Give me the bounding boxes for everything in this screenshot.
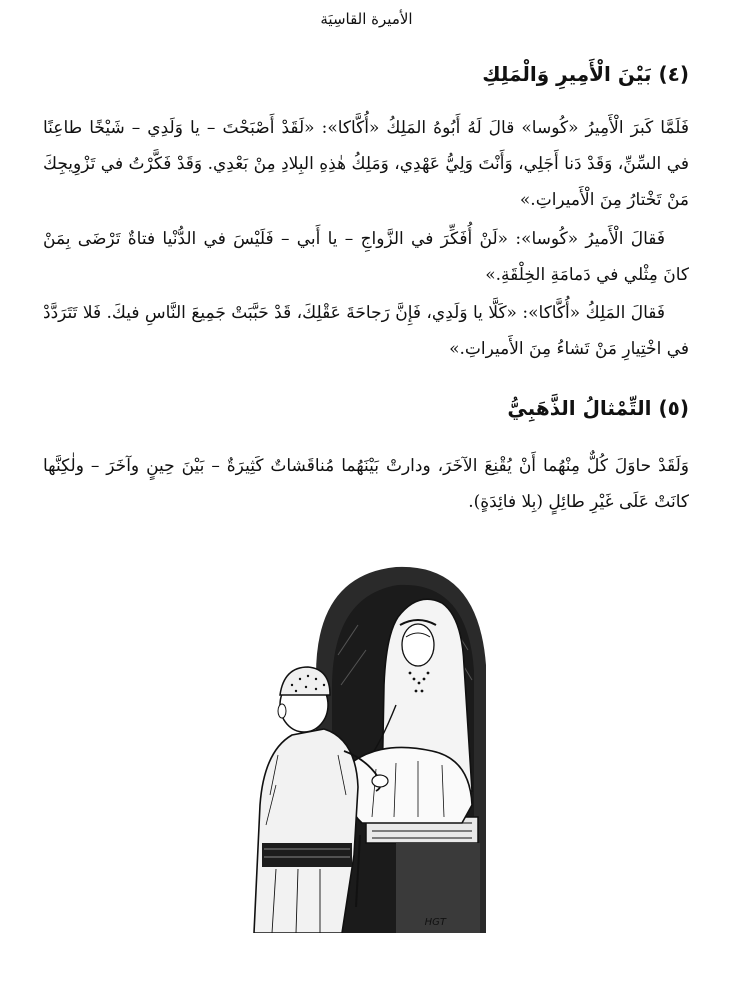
paragraph-3: فَقالَ المَلِكُ «أُكَّاكا»: «كَلَّا يا وَلَدِي، فَإِنَّ رَجاحَةَ عَقْلِكَ، قَدْ حَبَّبَتْ جَمِيعَ النَّاسِ فيكَ. فَلا تَتَرَدَّدْ في اخْتِيارِ مَنْ تَشاءُ مِنَ الأَميراتِ.» <box>43 303 689 359</box>
illustration-signature: HGT <box>424 917 446 928</box>
illustration-prince-and-princess <box>246 555 492 933</box>
section-title-4: (٤) بَيْنَ الْأَمِيرِ وَالْمَلِكِ <box>482 62 689 86</box>
paragraph-1: فَلَمَّا كَبرَ الْأَمِيرُ «كُوسا» قالَ لَهُ أَبُوهُ المَلِكُ «أُكَّاكا»: «لَقَدْ أَصْبَحْتَ – يا وَلَدِي – شَيْخًا طاعِنًا في السِّنِّ، وَقَدْ دَنا أَجَلِي، وَأَنْتَ وَلِيُّ عَهْدِي، وَمَلِكُ هٰذِهِ البِلادِ مِنْ بَعْدِي. وَقَدْ فَكَّرْتُ في تَزْوِيجِكَ مَنْ تَخْتارُ مِنَ الْأَميراتِ.» <box>43 118 689 210</box>
paragraph-2: فَقالَ الْأَميرُ «كُوسا»: «لَنْ أُفَكِّرَ في الزَّواجِ – يا أَبي – فَلَيْسَ في الدُّنْيا فتاةٌ تَرْضَى بِمَنْ كانَ مِثْلي في دَمامَةِ الخِلْقَةِ.» <box>43 229 689 285</box>
illustration-drawing <box>246 555 492 933</box>
running-head: الأميرة القاسِيَة <box>320 10 413 28</box>
section-title-5: (٥) التِّمْثالُ الذَّهَبِيُّ <box>507 396 689 420</box>
paragraph-4: وَلَقَدْ حاوَلَ كُلٌّ مِنْهُما أَنْ يُقْنِعَ الآخَرَ، ودارتْ بَيْنَهُما مُناقَشاتٌ كَثِيرَةٌ – بَيْنَ حِينٍ وآخَرَ – ولٰكِنَّها كانَتْ عَلَى غَيْرِ طائِلٍ (بِلا فائِدَةٍ). <box>43 456 689 512</box>
